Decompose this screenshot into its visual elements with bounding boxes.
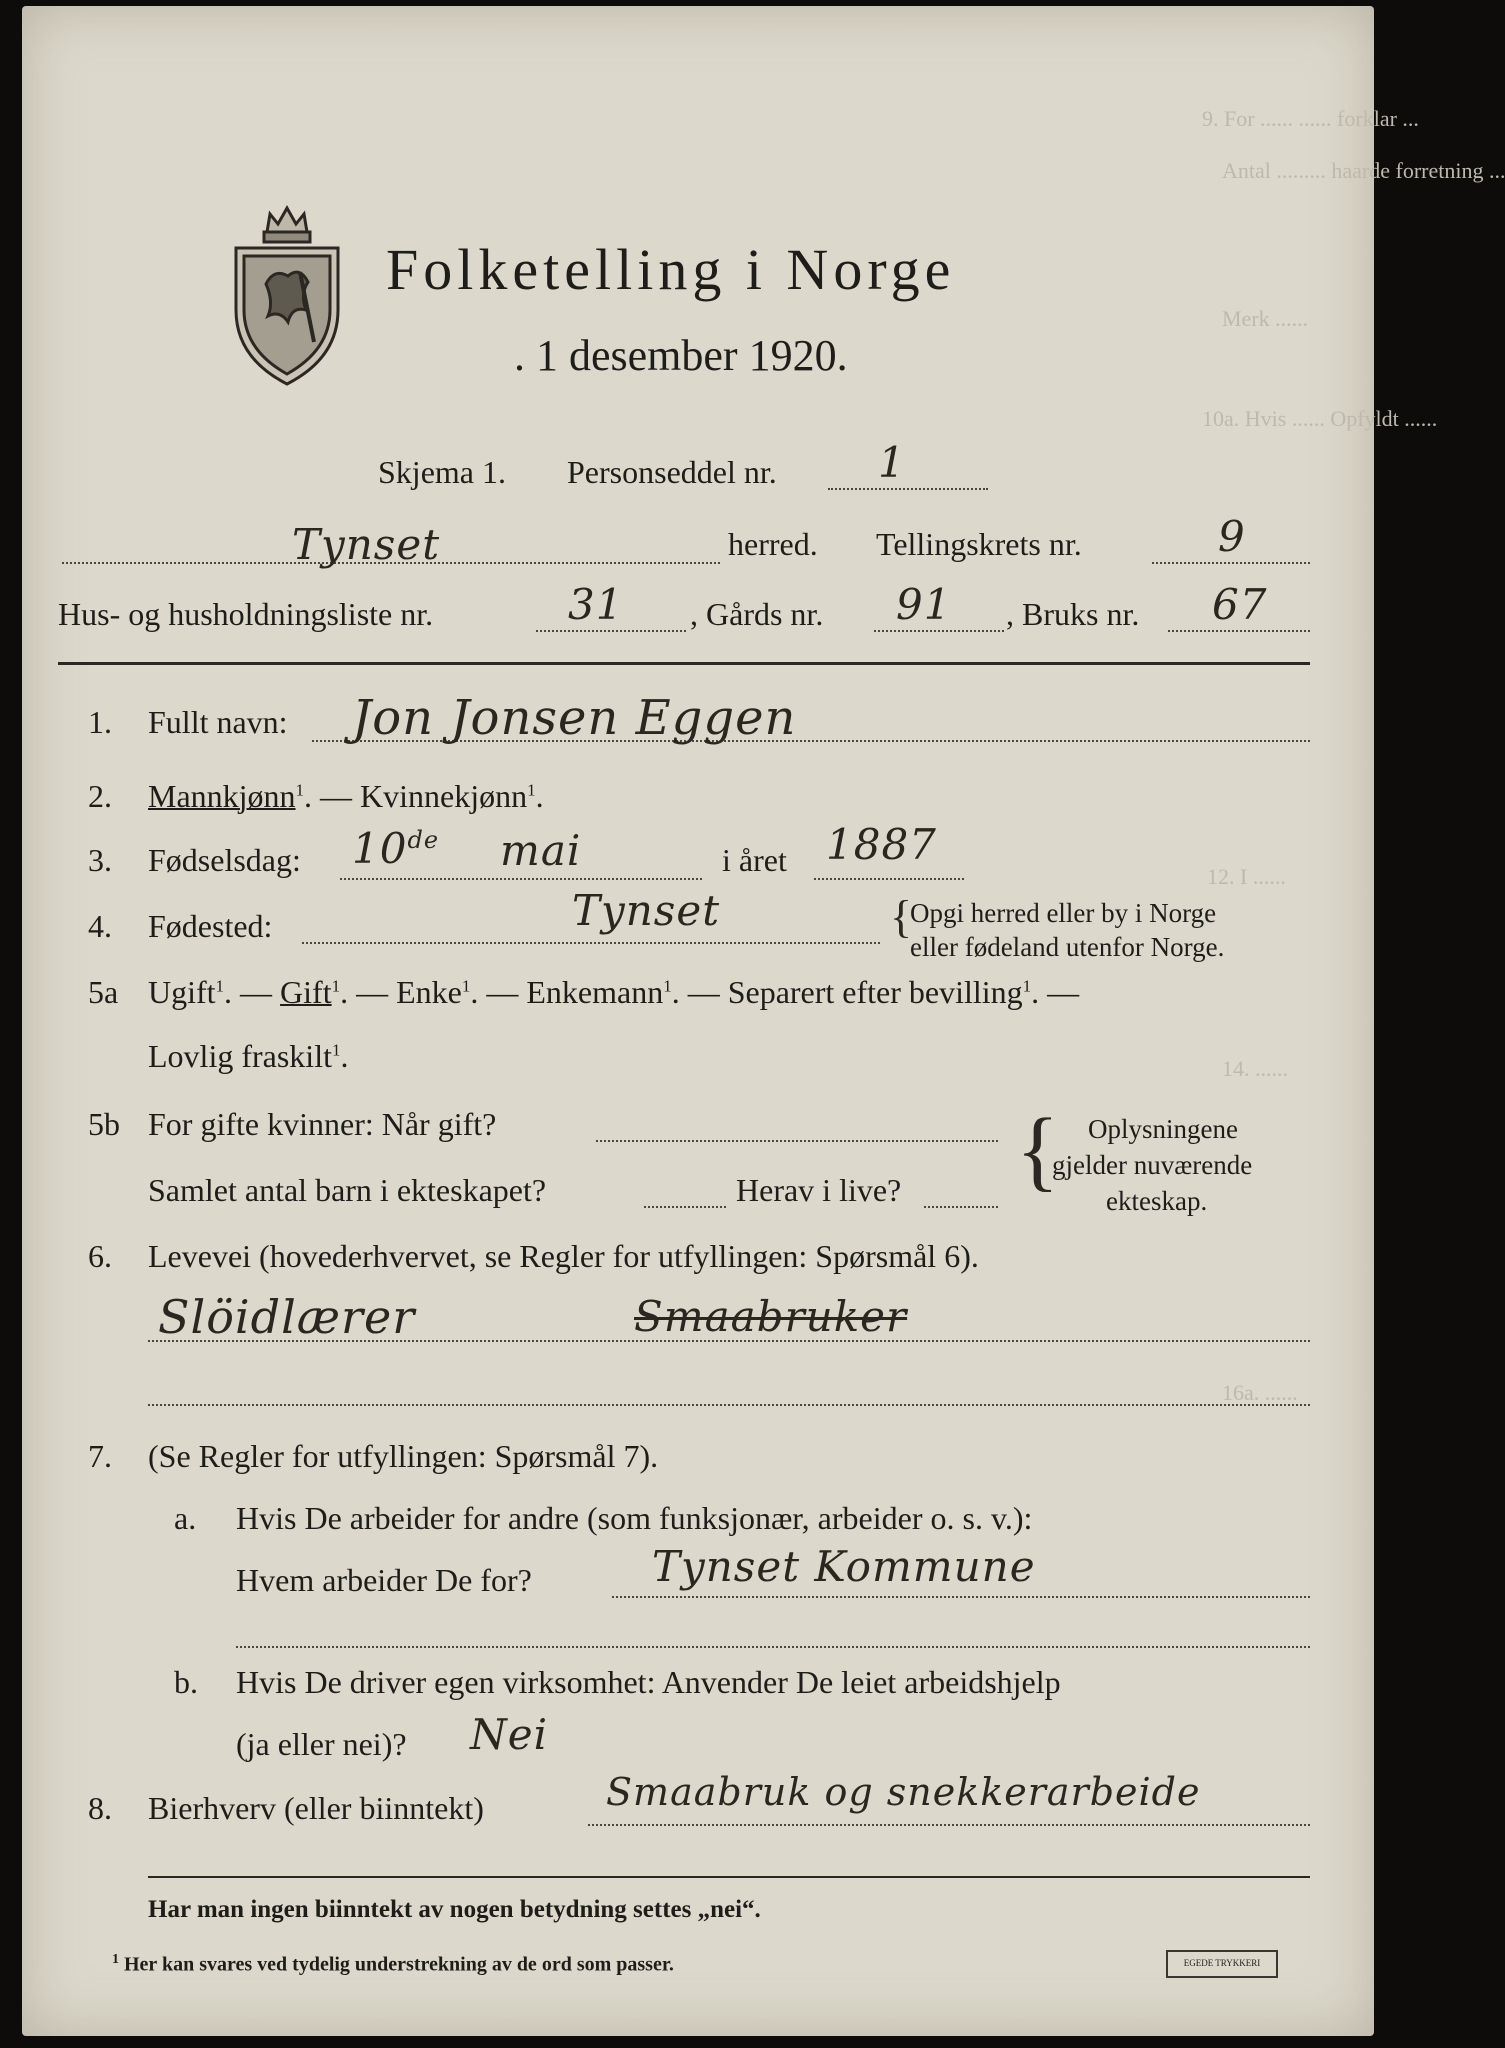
gards-label: , Gårds nr. bbox=[690, 596, 824, 632]
birthdate-month: mai bbox=[500, 826, 582, 875]
gards-line bbox=[874, 630, 1004, 632]
bleed-through-text: 10a. Hvis ...... Opfyldt ...... bbox=[1202, 406, 1438, 431]
birthplace-note-line1: Opgi herred eller by i Norge bbox=[910, 898, 1217, 928]
birthplace-value: Tynset bbox=[572, 886, 721, 935]
q1-number: 1. bbox=[88, 704, 112, 740]
secondary-income-line bbox=[588, 1824, 1310, 1826]
q7b-label: Hvis De driver egen virksomhet: Anvender De leiet arbeidshjelp bbox=[236, 1664, 1061, 1700]
bleed-through-text: 12. I ...... bbox=[1207, 864, 1286, 889]
q7-label: (Se Regler for utfyllingen: Spørsmål 7). bbox=[148, 1438, 659, 1474]
occupation-struck-value: Smaabruker bbox=[634, 1292, 908, 1341]
q7a-label: Hvis De arbeider for andre (som funksjonær, arbeider o. s. v.): bbox=[236, 1500, 1033, 1536]
occupation-line bbox=[148, 1340, 1310, 1342]
q8-number: 8. bbox=[88, 1790, 112, 1826]
tellingskrets-line bbox=[1152, 562, 1310, 564]
tellingskrets-label: Tellingskrets nr. bbox=[876, 526, 1082, 562]
bleed-through-text: 16a. ...... bbox=[1222, 1380, 1298, 1405]
footnote: $^1$ Her kan svares ved tydelig understrekning av de ord som passer. bbox=[112, 1952, 674, 1976]
bleed-through-text: Merk ...... bbox=[1222, 306, 1309, 331]
personseddel-line bbox=[828, 488, 988, 490]
employer-label: Hvem arbeider De for? bbox=[236, 1562, 532, 1598]
birthplace-label: Fødested: bbox=[148, 908, 273, 944]
census-date: . 1 desember 1920. bbox=[514, 331, 848, 380]
bleed-through-text: Antal ......... haarde forretning ... bbox=[1222, 158, 1505, 183]
q6-number: 6. bbox=[88, 1238, 112, 1274]
birth-year-label: i året bbox=[722, 842, 787, 878]
sex-options: Mannkjønn$^1$. — Kvinnekjønn$^1$. bbox=[148, 778, 544, 814]
brace: { bbox=[1016, 1101, 1060, 1200]
secondary-income-label: Bierhverv (eller biinntekt) bbox=[148, 1790, 484, 1826]
q3-number: 3. bbox=[88, 842, 112, 878]
marriage-note-line1: Oplysningene bbox=[1088, 1114, 1238, 1144]
children-alive-line bbox=[924, 1206, 998, 1208]
sex-female: Kvinnekjønn bbox=[360, 778, 528, 814]
printer-stamp: EGEDE TRYKKERI bbox=[1166, 1950, 1278, 1978]
hired-help-label: (ja eller nei)? bbox=[236, 1726, 407, 1762]
children-total-label: Samlet antal barn i ekteskapet? bbox=[148, 1172, 547, 1208]
birthplace-line bbox=[302, 942, 880, 944]
coat-of-arms-emblem bbox=[222, 192, 352, 392]
birthdate-line bbox=[340, 878, 702, 880]
birth-year-value: 1887 bbox=[826, 820, 937, 869]
marital-lovlig-fraskilt: Lovlig fraskilt$^1$. bbox=[148, 1038, 349, 1074]
q5a-number: 5a bbox=[88, 974, 119, 1010]
q7b-letter: b. bbox=[174, 1664, 198, 1700]
husliste-label: Hus- og husholdningsliste nr. bbox=[58, 596, 434, 632]
q4-number: 4. bbox=[88, 908, 112, 944]
employer-value: Tynset Kommune bbox=[652, 1542, 1036, 1591]
bleed-through-text: 14. ...... bbox=[1222, 1056, 1288, 1081]
married-when-line bbox=[596, 1140, 998, 1142]
husliste-value: 31 bbox=[568, 580, 624, 629]
birthdate-day: 10de bbox=[352, 824, 440, 873]
employer-line-2 bbox=[236, 1646, 1310, 1648]
brace: { bbox=[890, 891, 913, 942]
marriage-note-line2: gjelder nuværende bbox=[1052, 1150, 1253, 1180]
census-form bbox=[22, 6, 1505, 2036]
children-alive-label: Herav i live? bbox=[736, 1172, 902, 1208]
occupation-value: Slöidlærer bbox=[158, 1290, 416, 1344]
section-divider bbox=[58, 662, 1310, 665]
children-total-line bbox=[644, 1206, 726, 1208]
full-name-value: Jon Jonsen Eggen bbox=[352, 690, 797, 746]
birthplace-note-line2: eller fødeland utenfor Norge. bbox=[910, 932, 1225, 962]
skjema-label: Skjema 1. bbox=[378, 454, 506, 490]
q7a-letter: a. bbox=[174, 1500, 197, 1536]
hired-help-value: Nei bbox=[470, 1710, 549, 1759]
full-name-label: Fullt navn: bbox=[148, 704, 288, 740]
herred-value: Tynset bbox=[292, 520, 441, 569]
footer-note: Har man ingen biinntekt av nogen betydning settes „nei“. bbox=[148, 1896, 761, 1923]
bruks-label: , Bruks nr. bbox=[1006, 596, 1140, 632]
sex-male-underlined: Mannkjønn bbox=[148, 778, 296, 814]
marital-status-options: Ugift$^1$. — Gift$^1$. — Enke$^1$. — Enkemann$^1$. — Separert efter bevilling$^1$. — bbox=[148, 974, 1080, 1010]
birthdate-label: Fødselsdag: bbox=[148, 842, 301, 878]
bruks-value: 67 bbox=[1212, 580, 1268, 629]
secondary-income-value: Smaabruk og snekkerarbeide bbox=[606, 1770, 1201, 1814]
herred-label: herred. bbox=[728, 526, 818, 562]
gards-value: 91 bbox=[896, 580, 952, 629]
married-when-label: For gifte kvinner: Når gift? bbox=[148, 1106, 497, 1142]
footer-divider bbox=[148, 1876, 1310, 1878]
tellingskrets-value: 9 bbox=[1218, 512, 1246, 561]
personseddel-number: 1 bbox=[878, 438, 906, 487]
occupation-line-2 bbox=[148, 1404, 1310, 1406]
employer-line bbox=[612, 1596, 1310, 1598]
bruks-line bbox=[1168, 630, 1310, 632]
bleed-through-text: 9. For ...... ...... forklar ... bbox=[1202, 106, 1419, 131]
birth-year-line bbox=[814, 878, 964, 880]
occupation-label: Levevei (hovederhvervet, se Regler for utfyllingen: Spørsmål 6). bbox=[148, 1238, 979, 1274]
q2-number: 2. bbox=[88, 778, 112, 814]
form-title: Folketelling i Norge bbox=[386, 237, 956, 302]
q5b-number: 5b bbox=[88, 1106, 120, 1142]
marital-gift-underlined: Gift bbox=[280, 974, 332, 1010]
marriage-note-line3: ekteskap. bbox=[1106, 1186, 1208, 1216]
husliste-line bbox=[536, 630, 686, 632]
personseddel-label: Personseddel nr. bbox=[567, 454, 777, 490]
q7-number: 7. bbox=[88, 1438, 112, 1474]
